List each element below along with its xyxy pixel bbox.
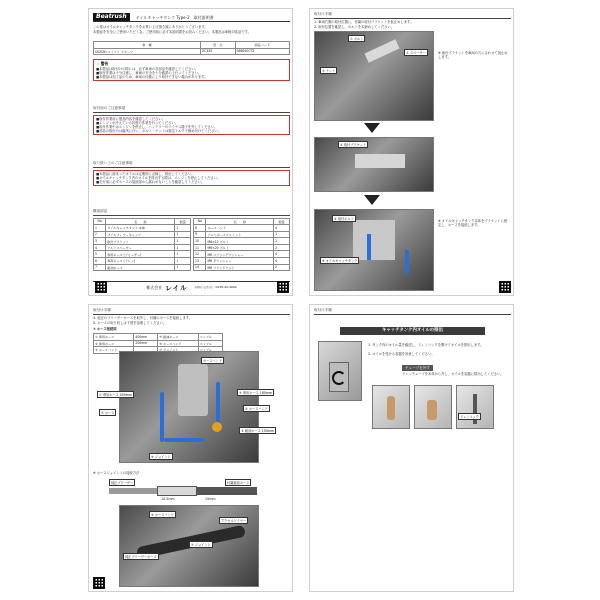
brand-header bbox=[93, 13, 290, 22]
handling-notes-section bbox=[93, 161, 290, 188]
install-note-line: ■取付作業中はエンジンを停止し、バッテリーのマイナス端子を外してください。 bbox=[96, 124, 218, 129]
callout-label: ⑤ 取付ボルト bbox=[334, 217, 354, 221]
parts-row: 12 M6 スプリングワッシャー 4 bbox=[194, 251, 290, 258]
hose-label: ② ホース bbox=[101, 411, 115, 415]
handling-notes-box bbox=[93, 170, 290, 186]
intro-text-1: この度はオイルキャッチタンクをお買い上げ頂き誠にありがとうございます。 bbox=[93, 25, 208, 29]
joint-photo-label: ⑥ ホースバンド bbox=[151, 513, 174, 517]
step-text: 4. 純正のブリーザーホースを取外し、付属のホースを接続します。 bbox=[93, 316, 193, 320]
drain-photo-1 bbox=[372, 385, 410, 429]
callout-label: ① ボルト bbox=[350, 37, 364, 41]
parts-row: 5 専用ホース (ブリーザー) 1 bbox=[94, 251, 191, 258]
callout-label: ⑥ オイルキャッチタンク bbox=[322, 259, 358, 263]
parts-row: 1 オイルキャッチタンク 本体 1 bbox=[94, 225, 191, 232]
joint-note: ※ ホースジョイントの接続方法 bbox=[93, 471, 140, 475]
table-row: ② 専用ホース 200mm ⑥ ホースバンド ニップル bbox=[94, 340, 223, 347]
dimension-label: 15mm bbox=[205, 497, 216, 501]
qr-code-icon bbox=[95, 281, 107, 293]
install-note-line: ■部品の取付けは確実に行い、ボルト・ナットは規定トルクで締め付けてください。 bbox=[96, 128, 221, 133]
hose-label: ⑤ 耐油ホース 150mm bbox=[241, 429, 274, 433]
parts-row: 4 アルミスペーサー 1 bbox=[94, 244, 191, 251]
company-name: レイル bbox=[165, 284, 188, 292]
engine-bay-photo-1 bbox=[314, 31, 434, 121]
page-instructions-front bbox=[88, 8, 293, 296]
warning-icon: ⚠ bbox=[96, 61, 100, 66]
arrow-down-icon bbox=[364, 123, 380, 133]
drain-instruction: 1. タンク内のオイル量を確認し、ドレンコックを開けてオイルを排出します。 bbox=[368, 343, 484, 347]
callout-label: ③ ナット bbox=[322, 69, 336, 73]
handling-notes-heading: 取り扱い上のご注意事項 bbox=[93, 161, 290, 168]
warning-box bbox=[93, 59, 290, 81]
callout-label: ② スペーサー bbox=[406, 51, 426, 55]
table-row: ③ ホースバンド bbox=[94, 347, 223, 354]
vehicle-table-head-type: 型 式 bbox=[201, 42, 235, 49]
company-footer bbox=[93, 281, 290, 293]
handling-note-line: ■本製品に溜まったオイルは定期的に点検し、排出してください。 bbox=[96, 171, 195, 176]
joint-diagram bbox=[109, 483, 279, 499]
arrow-down-icon bbox=[364, 195, 380, 205]
company-prefix: 株式会社 bbox=[146, 285, 163, 290]
brand-logo: Beatrush bbox=[93, 13, 130, 21]
table-row: ① 専用ホース 400mm ⑤ 耐油ホース ニップル bbox=[94, 334, 223, 341]
callout-label: ④ 取付ブラケット bbox=[340, 143, 367, 147]
product-code: S66040CT2 bbox=[235, 48, 289, 55]
hose-heading: 取付け手順 bbox=[93, 308, 290, 315]
parts-table-right: No 名 称 数量 8 ホースバンド 4 9 アルミホースジョイント 1 10 M6×12 ボルト 2 11 M6×20 ボルト 2 12 M6 スプリングワッシャー 4 13 M6 平ワッシャー 4 14 M6 フランジナット 2 bbox=[193, 218, 290, 272]
parts-row: 3 取付ブラケット 1 bbox=[94, 238, 191, 245]
note-text: ※ オイルキャッチタンク本体をブラケットに固定し、ホースを接続します。 bbox=[438, 219, 508, 228]
vehicle-table bbox=[93, 41, 290, 55]
install-note-line: ■取付作業前に製品内容を確認してください。 bbox=[96, 116, 166, 121]
hose-label: ③ 専用ホース 180mm bbox=[239, 391, 272, 395]
intro-text-2: 本製品を安全にご使用いただく為、ご使用前に必ず本説明書をお読みください。本製品は車検対応品です。 bbox=[93, 30, 251, 34]
parts-row: 6 専用ホース (ドレン) 1 bbox=[94, 258, 191, 265]
joint-photo-label: アクセルワイヤー bbox=[221, 519, 247, 523]
note-text: ※ 取付ブラケットを車両の穴に合わせて仮止めします。 bbox=[438, 51, 508, 60]
step-text: 2. 取付位置を確認し、ボルトを本締めしてください。 bbox=[314, 25, 395, 29]
parts-row: 7 耐油ホース 1 bbox=[94, 264, 191, 271]
vehicle-model: SUZUKI スイフト スポーツ bbox=[94, 48, 201, 55]
parts-table-left bbox=[93, 218, 191, 272]
contact-info: お問い合わせ：0438-40-4660 bbox=[194, 285, 237, 289]
joint-photo-label: 純正ブリーザーホース bbox=[125, 555, 157, 559]
vehicle-type: ZC33S bbox=[201, 48, 235, 55]
page-hose-routing bbox=[88, 304, 293, 592]
hose-diagram-title: ⑤ ホース接続図 bbox=[93, 327, 117, 331]
parts-row: 14 M6 フランジナット 2 bbox=[194, 264, 290, 271]
steps-heading: 取付け手順 bbox=[314, 12, 511, 19]
vehicle-table-head-code: 商品コード bbox=[235, 42, 289, 49]
step-text: 5. ホースの取り回しは下図を参照してください。 bbox=[93, 321, 167, 325]
warning-title: ⚠ 警告 bbox=[96, 61, 109, 66]
install-note-line: ■エンジンが冷えている状態で作業を行ってください。 bbox=[96, 120, 179, 125]
drain-heading: 取付け手順 bbox=[314, 308, 511, 315]
handling-note-line: ■走行前に必ずホースの接続部から漏れがないことを確認してください。 bbox=[96, 179, 205, 184]
parts-row: 11 M6×20 ボルト 2 bbox=[194, 244, 290, 251]
parts-list-section bbox=[93, 209, 290, 271]
drain-instruction: 2. オイルを受ける容器を用意してください。 bbox=[368, 352, 435, 356]
drain-photo-3 bbox=[456, 385, 494, 429]
tube-section-title: チューブを外す bbox=[402, 365, 433, 371]
handling-note-line: ■オイルキャッチタンク内のオイルを排出する際は、エンジンを停止してください。 bbox=[96, 175, 221, 180]
page-install-steps bbox=[309, 8, 514, 296]
hose-label: ホースバンド bbox=[203, 359, 222, 363]
engine-hose-photo bbox=[119, 351, 259, 463]
joint-label: 付属耐油ホース bbox=[227, 481, 250, 485]
vehicle-table-head-model: 車 種 bbox=[94, 42, 201, 49]
step-text: 1. 車両右側の取付位置に、付属の取付ブラケットを仮止めします。 bbox=[314, 20, 414, 24]
document-title: オイルキャッチタンク Type-2 取付説明書 bbox=[135, 14, 214, 20]
qr-code-icon bbox=[277, 281, 289, 293]
drain-banner: キャッチタンク内オイルの排出 bbox=[340, 327, 485, 335]
hose-label: ④ ホースバンド bbox=[245, 407, 268, 411]
hose-label: ① 専用ホース 400mm bbox=[99, 393, 132, 397]
install-notes-box bbox=[93, 115, 290, 135]
qr-code-icon bbox=[93, 577, 105, 589]
drain-cock-label: ドレンコック bbox=[460, 415, 479, 419]
parts-row: 10 M6×12 ボルト 2 bbox=[194, 238, 290, 245]
warning-line: ■本製品は取付けの際には、必ず車両の各部品を確認してください。 bbox=[96, 67, 199, 71]
parts-row: 9 アルミホースジョイント 1 bbox=[194, 231, 290, 238]
joint-photo-label: ⑦ ジョイント bbox=[191, 543, 211, 547]
warning-line: ■本製品は加工品のため、車両の仕様により取付できない場合があります。 bbox=[96, 75, 208, 80]
warning-line: ■取付作業は十分注意し、車両の安全を十分確認の上行ってください。 bbox=[96, 71, 202, 76]
parts-row: 2 オイルフィラーキャップ 1 bbox=[94, 231, 191, 238]
joint-label: 純正ブリーザー bbox=[111, 481, 134, 485]
parts-row: 13 M6 平ワッシャー 4 bbox=[194, 258, 290, 265]
page-oil-drain bbox=[309, 304, 514, 592]
rotate-arrow-icon bbox=[332, 371, 346, 385]
qr-code-icon bbox=[499, 281, 511, 293]
drain-photo-2 bbox=[414, 385, 452, 429]
parts-head-name: 名 称 bbox=[106, 218, 175, 225]
install-notes-section bbox=[93, 106, 290, 137]
install-notes-heading: 取付前のご注意事項 bbox=[93, 106, 290, 113]
parts-head-qty: 数量 bbox=[175, 218, 191, 225]
parts-head-no: No bbox=[94, 218, 106, 225]
tube-instruction: ドレンチューブを本体から外し、オイルを容器に排出してください。 bbox=[402, 372, 504, 376]
parts-row: 8 ホースバンド 4 bbox=[194, 225, 290, 232]
parts-list-heading: 構成部品 bbox=[93, 209, 290, 216]
hose-label: ⑥ ジョイント bbox=[151, 455, 171, 459]
engine-bay-photo-2 bbox=[314, 137, 434, 192]
dimension-label: 10.5mm bbox=[161, 497, 175, 501]
